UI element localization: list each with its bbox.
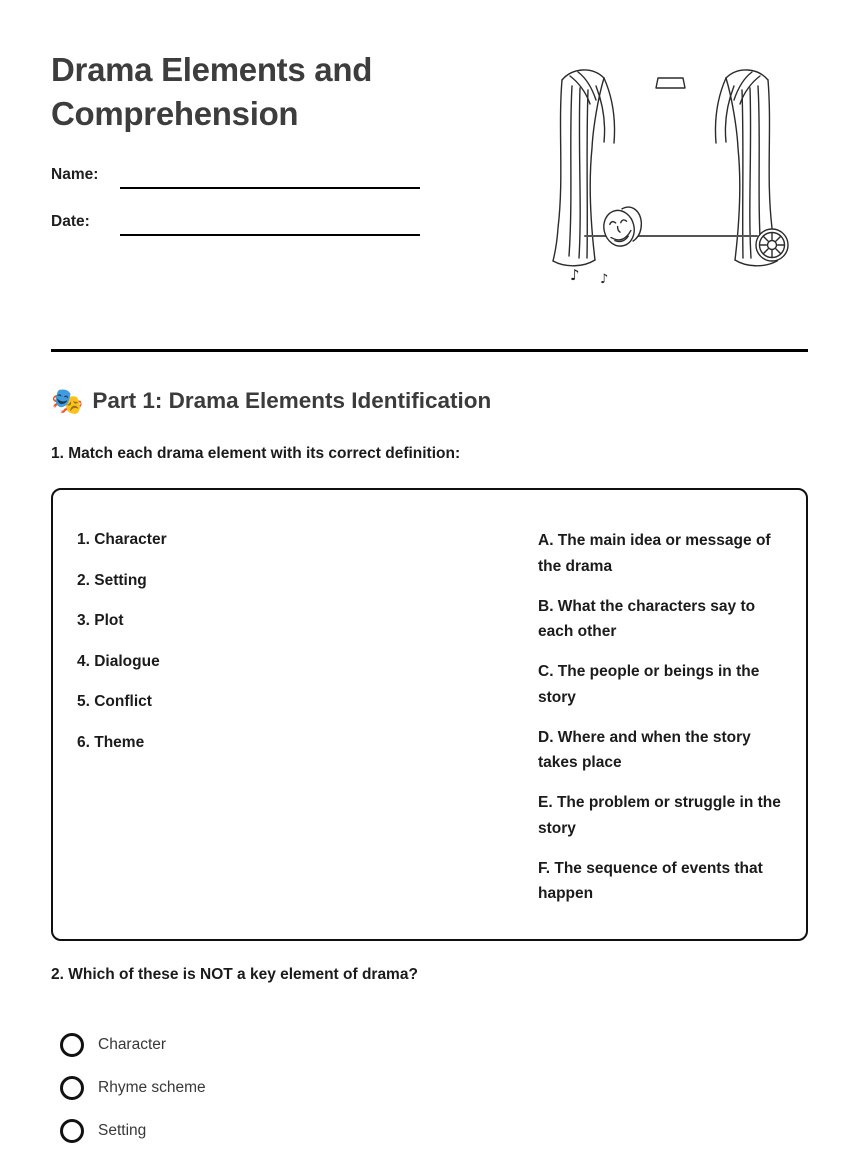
matching-definition: F. The sequence of events that happen xyxy=(538,859,763,902)
music-notes-icon xyxy=(570,266,608,287)
matching-definitions-column xyxy=(538,528,794,921)
matching-element: 1. Character xyxy=(77,531,167,548)
page-title: Drama Elements and Comprehension xyxy=(51,51,373,132)
date-label: Date: xyxy=(51,213,90,230)
matching-box xyxy=(51,488,808,941)
name-field[interactable] xyxy=(120,166,420,189)
radio-option[interactable] xyxy=(60,1119,206,1143)
matching-element: 2. Setting xyxy=(77,571,147,589)
q2-prompt: 2. Which of these is NOT a key element of drama? xyxy=(51,966,418,983)
radio-option-label: Rhyme scheme xyxy=(98,1079,206,1096)
radio-button[interactable] xyxy=(60,1076,84,1100)
date-field[interactable] xyxy=(120,213,420,236)
radio-option-label: Setting xyxy=(98,1122,147,1139)
matching-definition: A. The main idea or message of the drama xyxy=(538,532,771,575)
stage-light-icon xyxy=(656,78,685,88)
radio-option[interactable] xyxy=(60,1033,206,1057)
matching-element: 4. Dialogue xyxy=(77,652,160,670)
radio-option-label: Character xyxy=(98,1036,167,1053)
q1-prompt: 1. Match each drama element with its correct definition: xyxy=(51,445,461,462)
matching-definition: E. The problem or struggle in the story xyxy=(538,794,781,837)
comedy-mask-icon xyxy=(600,205,646,250)
svg-text:♪: ♪ xyxy=(600,272,609,287)
matching-definition: B. What the characters say to each other xyxy=(538,597,756,640)
q2-options xyxy=(60,1033,206,1161)
matching-element: 3. Plot xyxy=(77,612,124,629)
name-label: Name: xyxy=(51,166,99,183)
matching-element: 5. Conflict xyxy=(77,693,152,710)
matching-element: 6. Theme xyxy=(77,733,145,751)
wheel-icon xyxy=(756,229,788,261)
svg-text:♪: ♪ xyxy=(570,266,580,284)
part1-heading xyxy=(51,387,491,415)
radio-button[interactable] xyxy=(60,1119,84,1143)
radio-option[interactable] xyxy=(60,1076,206,1100)
matching-elements-column xyxy=(77,530,167,773)
part1-heading-text: Part 1: Drama Elements Identification xyxy=(92,388,492,413)
radio-button[interactable] xyxy=(60,1033,84,1057)
theater-masks-emoji: 🎭 xyxy=(51,386,84,416)
section-divider xyxy=(51,349,808,352)
matching-definition: C. The people or beings in the story xyxy=(538,663,760,706)
stage-illustration xyxy=(548,58,813,293)
matching-definition: D. Where and when the story takes place xyxy=(538,728,751,771)
